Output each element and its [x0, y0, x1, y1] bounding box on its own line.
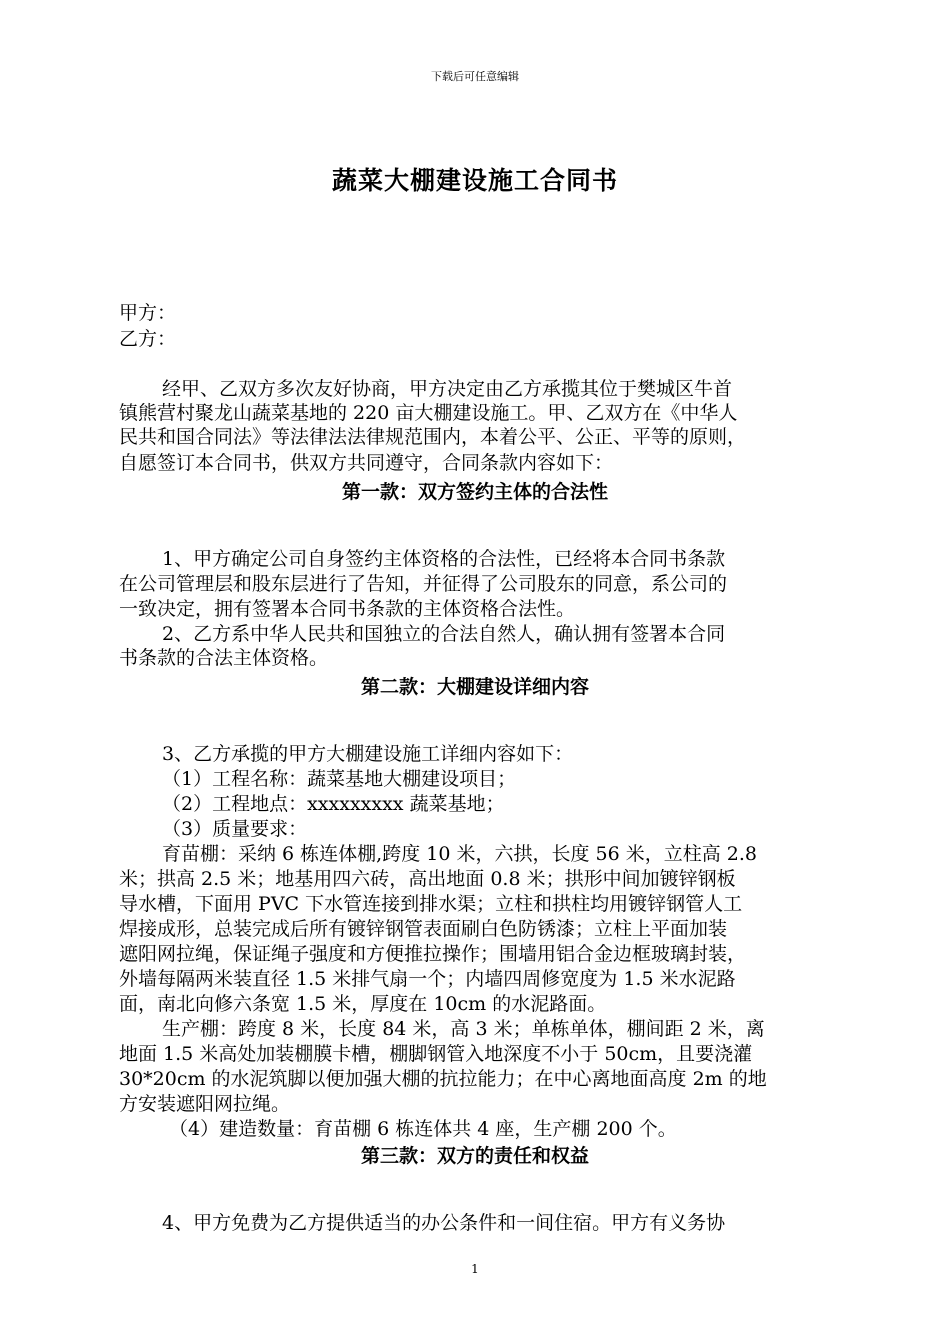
clause-line: 3、乙方承揽的甲方大棚建设施工详细内容如下： [162, 743, 574, 765]
preamble-line: 民共和国合同法》等法律法法律规范围内，本着公平、公正、平等的原则， [119, 426, 747, 448]
section-2-heading: 第二款：大棚建设详细内容 [360, 676, 589, 698]
clause-line: 导水槽，下面用 PVC 下水管连接到排水渠；立柱和拱柱均用镀锌钢管人工 [119, 893, 743, 915]
clause-line: （2）工程地点：xxxxxxxxx 蔬菜基地； [162, 793, 505, 815]
clause-line: 焊接成形，总装完成后所有镀锌钢管表面刷白色防锈漆；立柱上平面加装 [119, 918, 728, 940]
preamble-line: 镇熊营村聚龙山蔬菜基地的 220 亩大棚建设施工。甲、乙双方在《中华人 [119, 402, 738, 424]
clause-line: （4）建造数量：育苗棚 6 栋连体共 4 座，生产棚 200 个。 [169, 1118, 677, 1140]
clause-line: 外墙每隔两米装直径 1.5 米排气扇一个；内墙四周修宽度为 1.5 米水泥路 [119, 968, 736, 990]
clause-line: 遮阳网拉绳，保证绳子强度和方便推拉操作；围墙用铝合金边框玻璃封装， [119, 943, 747, 965]
clause-line: 地面 1.5 米高处加装棚膜卡槽，棚脚钢管入地深度不小于 50cm，且要浇灌 [119, 1043, 753, 1065]
clause-line: （3）质量要求： [162, 818, 308, 840]
preamble-line: 经甲、乙双方多次友好协商，甲方决定由乙方承揽其位于樊城区牛首 [162, 378, 733, 400]
clause-line: （1）工程名称：蔬菜基地大棚建设项目； [162, 768, 517, 790]
clause-line: 生产棚：跨度 8 米，长度 84 米，高 3 米；单栋单体，棚间距 2 米，离 [162, 1018, 765, 1040]
clause-line: 一致决定，拥有签署本合同书条款的主体资格合法性。 [119, 598, 576, 620]
preamble-line: 自愿签订本合同书，供双方共同遵守，合同条款内容如下： [119, 452, 614, 474]
clause-line: 面，南北向修六条宽 1.5 米，厚度在 10cm 的水泥路面。 [119, 993, 607, 1015]
header-note: 下载后可任意编辑 [431, 70, 519, 83]
clause-line: 2、乙方系中华人民共和国独立的合法自然人，确认拥有签署本合同 [162, 623, 726, 645]
page-number: 1 [471, 1262, 479, 1276]
party-b-label: 乙方： [119, 328, 177, 350]
clause-line: 书条款的合法主体资格。 [119, 647, 329, 669]
section-1-heading: 第一款：双方签约主体的合法性 [341, 481, 608, 503]
clause-line: 4、甲方免费为乙方提供适当的办公条件和一间住宿。甲方有义务协 [162, 1212, 726, 1234]
clause-line: 方安装遮阳网拉绳。 [119, 1093, 291, 1115]
clause-line: 30*20cm 的水泥筑脚以便加强大棚的抗拉能力；在中心离地面高度 2m 的地 [119, 1068, 767, 1090]
clause-line: 育苗棚：采纳 6 栋连体棚,跨度 10 米，六拱，长度 56 米，立柱高 2.8 [162, 843, 757, 865]
clause-line: 1、甲方确定公司自身签约主体资格的合法性，已经将本合同书条款 [162, 548, 726, 570]
clause-line: 米；拱高 2.5 米；地基用四六砖，高出地面 0.8 米；拱形中间加镀锌钢板 [119, 868, 736, 890]
section-3-heading: 第三款：双方的责任和权益 [360, 1145, 589, 1167]
clause-line: 在公司管理层和股东层进行了告知，并征得了公司股东的同意，系公司的 [119, 573, 728, 595]
party-a-label: 甲方： [119, 302, 177, 324]
document-title: 蔬菜大棚建设施工合同书 [331, 166, 618, 195]
